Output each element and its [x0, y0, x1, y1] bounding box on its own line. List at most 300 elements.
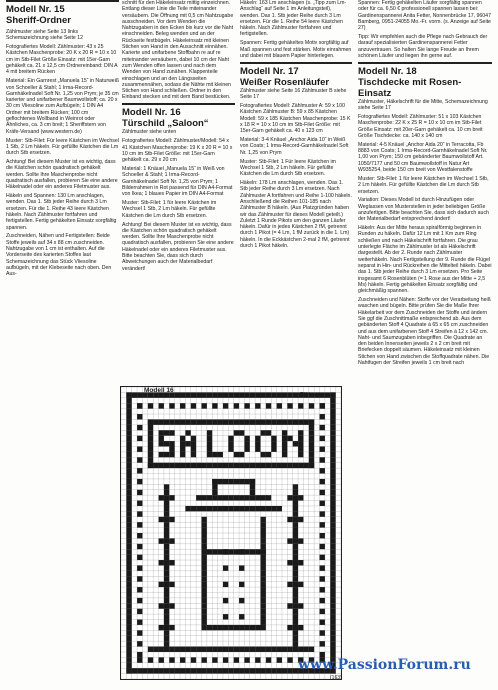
filled-cell [223, 549, 228, 554]
filled-cell [191, 463, 196, 468]
filled-cell [250, 490, 255, 495]
filled-cell [298, 403, 303, 408]
filled-cell [293, 636, 298, 641]
filled-cell [320, 457, 325, 462]
filled-cell [293, 463, 298, 468]
filled-cell [228, 436, 233, 441]
filled-cell [126, 625, 131, 630]
filled-cell [207, 436, 212, 441]
filled-cell [164, 592, 169, 597]
filled-cell [137, 652, 142, 657]
filled-cell [261, 603, 266, 608]
filled-cell [223, 403, 228, 408]
filled-cell [164, 501, 169, 506]
filled-cell [201, 647, 206, 652]
filled-cell [309, 452, 314, 457]
filled-cell [320, 403, 325, 408]
filled-cell [132, 392, 137, 397]
model-17-stretch: Spannen: Fertig gehäkelten Läufer sorgfältig spannen oder für ca. 6,50 € professionell spannen lassen bei: Gardinenspannerei Anita Fetter, Nonnenbrücke 17, 96047 Bamberg, 0951-24055 Mo.-Fr. vorm. (s. Anzeige auf Seite 27) [358, 0, 491, 32]
filled-cell [201, 506, 206, 511]
filled-cell [266, 430, 271, 435]
filled-cell [266, 668, 271, 673]
filled-cell [228, 463, 233, 468]
filled-cell [271, 446, 276, 451]
filled-cell [271, 647, 276, 652]
filled-cell [287, 560, 292, 565]
filled-cell [207, 392, 212, 397]
filled-cell [126, 479, 131, 484]
column-1 [6, 0, 119, 280]
filled-cell [234, 625, 239, 630]
filled-cell [201, 603, 206, 608]
filled-cell [164, 555, 169, 560]
model-18-crochet: Häkeln: Aus der Mitte heraus spiralförmig beginnen in Runden zu häkeln. Dafür 12 Lm mit 1 Km zum Ring schließen und nach Häkelschrift fortfahren. Die grau unterlegte Fläche im Zählmuster ist als Häkelschrift dargestellt. Ab der 2. Runde nach Zählmuster weiterhäkeln. Nach Fertigstellung der 9. Runde die Flügel separat in Hin- und Rückreihen die Mittelteil häkeln. Dabei das 1. Stb jeder Reihe durch 3 Lm ersetzen. Pro Seite insgesamt 6 Rosenblüten (= 1 Rose aus der Mitte + 2,5 Ms) häkeln. Fertig gehäkelten Einsatz sorgfältig und gleichmäßig spannen. [358, 225, 492, 295]
filled-cell [126, 425, 131, 430]
filled-cell [239, 495, 244, 500]
filled-cell [287, 657, 292, 662]
filled-cell [164, 441, 169, 446]
filled-cell [153, 419, 158, 424]
filled-cell [164, 506, 169, 511]
filled-cell [293, 587, 298, 592]
filled-cell [293, 603, 298, 608]
filled-cell [330, 609, 335, 614]
filled-cell [320, 511, 325, 516]
filled-cell [201, 571, 206, 576]
filled-cell [191, 392, 196, 397]
filled-cell [191, 403, 196, 408]
filled-cell [250, 479, 255, 484]
filled-cell [201, 544, 206, 549]
filled-cell [126, 490, 131, 495]
filled-cell [126, 603, 131, 608]
filled-cell [201, 522, 206, 527]
filled-cell [159, 625, 164, 630]
filled-cell [212, 490, 217, 495]
filled-cell [293, 441, 298, 446]
filled-cell [201, 668, 206, 673]
filled-cell [234, 668, 239, 673]
filled-cell [277, 392, 282, 397]
filled-cell [282, 446, 287, 451]
filled-cell [293, 522, 298, 527]
filled-cell [164, 630, 169, 635]
filled-cell [239, 506, 244, 511]
filled-cell [298, 452, 303, 457]
model-15-subtitle: Sheriff-Ordner [6, 15, 71, 26]
filled-cell [169, 403, 174, 408]
filled-cell [169, 560, 174, 565]
model-15-intro: Zählmuster siehe Seite 13 links Schemazeichnung siehe Seite 12 [6, 29, 83, 42]
filled-cell [330, 409, 335, 414]
filled-cell [244, 668, 249, 673]
filled-cell [164, 522, 169, 527]
filled-cell [126, 636, 131, 641]
filled-cell [207, 430, 212, 435]
filled-cell [191, 668, 196, 673]
filled-cell [330, 414, 335, 419]
filled-cell [250, 647, 255, 652]
filled-cell [271, 392, 276, 397]
filled-cell [330, 457, 335, 462]
model-18-title: Modell Nr. 18 [358, 65, 417, 77]
filled-cell [330, 495, 335, 500]
filled-cell [169, 446, 174, 451]
model-17-photographed: Fotografiertes Modell: Zählmuster A: 59 x 100 Kästchen Zählmuster B: 59 x 85 Kästchen Modell: 59 x 185 Kästchen Maschenprobe: 15 K x 18 R = 10 x 10 cm im Stb-Filet Größe: mit 15er-Garn gehäkelt ca. 40 x 123 cm [240, 103, 351, 135]
filled-cell [126, 587, 131, 592]
filled-cell [293, 582, 298, 587]
filled-cell [255, 495, 260, 500]
filled-cell [201, 495, 206, 500]
filled-cell [293, 549, 298, 554]
filled-cell [148, 403, 153, 408]
filled-cell [330, 571, 335, 576]
filled-cell [169, 647, 174, 652]
filled-cell [126, 549, 131, 554]
filled-cell [126, 436, 131, 441]
filled-cell [287, 495, 292, 500]
filled-cell [137, 565, 142, 570]
filled-cell [261, 609, 266, 614]
filled-cell [137, 490, 142, 495]
filled-cell [309, 419, 314, 424]
filled-cell [169, 625, 174, 630]
filled-cell [244, 441, 249, 446]
filled-cell [261, 419, 266, 424]
filled-cell [228, 506, 233, 511]
filled-cell [137, 468, 142, 473]
filled-cell [261, 620, 266, 625]
filled-cell [330, 592, 335, 597]
filled-cell [148, 425, 153, 430]
filled-cell [298, 419, 303, 424]
filled-cell [164, 625, 169, 630]
filled-cell [298, 582, 303, 587]
filled-cell [320, 501, 325, 506]
filled-cell [228, 419, 233, 424]
filled-cell [137, 641, 142, 646]
model-16-subtitle: Türschild „Saloon“ [122, 118, 209, 130]
filled-cell [330, 620, 335, 625]
filled-cell [261, 463, 266, 468]
model-16-photographed: Fotografiertes Modell: Zählmuster/Modell: 54 x 41 Kästchen Maschenprobe: 19 K x 20 R = 10 x 10 cm im Stb-Filet Größe: mit 15er-Garn gehäkelt ca. 29 x 20 cm [122, 138, 233, 164]
filled-cell [201, 517, 206, 522]
filled-cell [261, 522, 266, 527]
filled-cell [201, 419, 206, 424]
filled-cell [228, 549, 233, 554]
filled-cell [277, 506, 282, 511]
filled-cell [126, 409, 131, 414]
filled-cell [126, 538, 131, 543]
filled-cell [239, 582, 244, 587]
filled-cell [239, 598, 244, 603]
filled-cell [320, 598, 325, 603]
filled-cell [126, 463, 131, 468]
filled-cell [207, 452, 212, 457]
filled-cell [293, 565, 298, 570]
filled-cell [191, 441, 196, 446]
filled-cell [234, 495, 239, 500]
filled-cell [126, 576, 131, 581]
filled-cell [330, 636, 335, 641]
filled-cell [282, 436, 287, 441]
filled-cell [255, 506, 260, 511]
filled-cell [185, 506, 190, 511]
filled-cell [330, 576, 335, 581]
filled-cell [320, 436, 325, 441]
filled-cell [201, 533, 206, 538]
model-15-crochet: Häkeln und Spannen: 130 Lm anschlagen, wenden. Das 1. Stb jeder Reihe durch 3 Lm ersetzen. Für die 1. Reihe 43 leere Kästchen häkeln. Nach Zählmuster fortfahren und fertigstellen. Fertig gehäkelten Einsatz sorgfältig spannen. [6, 193, 117, 231]
filled-cell [126, 517, 131, 522]
filled-cell [207, 668, 212, 673]
filled-cell [277, 647, 282, 652]
filled-cell [175, 463, 180, 468]
filled-cell [180, 441, 185, 446]
filled-cell [126, 403, 131, 408]
filled-cell [212, 647, 217, 652]
filled-cell [180, 463, 185, 468]
filled-cell [261, 528, 266, 533]
filled-cell [277, 657, 282, 662]
filled-cell [164, 463, 169, 468]
filled-cell [148, 430, 153, 435]
filled-cell [180, 657, 185, 662]
model-15-material: Material: Ein Garnrest „Manuela 15“ in Naturweiß von Schoeller & Stahl; 1 Irma-Record-Garnhäkelnadel Soft Nr. 1,25 von Prym; je 35 cm karierter und unifarbener Baumwollstoff; ca. 20 x 30 cm Vliesoline zum Aufbügeln; 1 DIN A4 Ordner mit breitem Rücken; 100 cm geflochtenes Wollband in Weinrot oder Ähnliches, ca. 3 cm breit; 1 Sheriffstern von Kräfe-Versand (www.western.de) [6, 78, 120, 135]
filled-cell [244, 392, 249, 397]
filled-cell [180, 403, 185, 408]
filet-chart-grid [121, 387, 341, 679]
filled-cell [218, 506, 223, 511]
filled-cell [126, 495, 131, 500]
filled-cell [261, 598, 266, 603]
column-2 [122, 0, 235, 275]
filled-cell [239, 419, 244, 424]
filled-cell [218, 419, 223, 424]
filled-cell [287, 647, 292, 652]
filled-cell [320, 522, 325, 527]
filled-cell [261, 582, 266, 587]
filled-cell [126, 555, 131, 560]
filled-cell [261, 392, 266, 397]
filled-cell [223, 657, 228, 662]
filled-cell [169, 517, 174, 522]
filled-cell [169, 463, 174, 468]
filled-cell [137, 620, 142, 625]
filled-cell [330, 419, 335, 424]
filled-cell [330, 565, 335, 570]
filled-cell [223, 582, 228, 587]
filled-cell [293, 614, 298, 619]
model-15-photographed: Fotografiertes Modell: Zählmuster: 43 x 25 Kästchen Maschenprobe: 20 K x 20 R = 10 x 10 cm im Stb-Filet Größe Einsatz: mit 15er-Garn gehäkelt ca. 21 x 12,5 cm Ordnereinband: DIN A 4 mit breitem Rücken [6, 44, 118, 76]
filled-cell [298, 430, 303, 435]
filled-cell [223, 614, 228, 619]
filled-cell [201, 598, 206, 603]
filled-cell [330, 403, 335, 408]
watermark-logo: www.PassionForum.ru [298, 657, 471, 673]
filled-cell [212, 657, 217, 662]
model-15-title: Modell Nr. 15 [6, 4, 65, 15]
filled-cell [309, 457, 314, 462]
model-17-subtitle: Weißer Rosenläufer [240, 76, 330, 88]
filled-cell [293, 555, 298, 560]
filled-cell [244, 463, 249, 468]
filled-cell [330, 603, 335, 608]
filled-cell [255, 403, 260, 408]
filled-cell [293, 592, 298, 597]
filled-cell [244, 625, 249, 630]
model-16-pattern: Muster: Stb-Filet: 1 für leere Kästchen im Wechsel 1 Stb, 2 Lm häkeln. Für gefüllte Kästchen die Lm durch Stb ersetzen. [122, 200, 217, 219]
filled-cell [126, 501, 131, 506]
filled-cell [309, 430, 314, 435]
filled-cell [137, 598, 142, 603]
model-15-pattern: Muster: Stb-Filet: Für leere Kästchen im Wechsel 1 Stb, 2 Lm häkeln. Für gefüllte Kästchen die Lm durch Stb ersetzen. [6, 137, 119, 157]
filled-cell [137, 392, 142, 397]
filled-cell [293, 647, 298, 652]
filled-cell [330, 479, 335, 484]
header-rule [122, 103, 235, 105]
filled-cell [239, 625, 244, 630]
filled-cell [282, 452, 287, 457]
filled-cell [287, 403, 292, 408]
filled-cell [148, 441, 153, 446]
filled-cell [330, 452, 335, 457]
filled-cell [185, 392, 190, 397]
filled-cell [330, 463, 335, 468]
filled-cell [159, 657, 164, 662]
filled-cell [223, 392, 228, 397]
filled-cell [293, 571, 298, 576]
filled-cell [309, 446, 314, 451]
filled-cell [164, 598, 169, 603]
filled-cell [234, 506, 239, 511]
filled-cell [234, 647, 239, 652]
filled-cell [271, 436, 276, 441]
filled-cell [148, 647, 153, 652]
filled-cell [159, 647, 164, 652]
filled-cell [277, 419, 282, 424]
filled-cell [309, 441, 314, 446]
filled-cell [293, 533, 298, 538]
filled-cell [293, 392, 298, 397]
filled-cell [175, 668, 180, 673]
filled-cell [164, 484, 169, 489]
filled-cell [330, 446, 335, 451]
filled-cell [212, 484, 217, 489]
filled-cell [293, 641, 298, 646]
filled-cell [169, 538, 174, 543]
filled-cell [309, 425, 314, 430]
filled-cell [191, 647, 196, 652]
filled-cell [287, 419, 292, 424]
filled-cell [277, 403, 282, 408]
filled-cell [137, 630, 142, 635]
filled-cell [320, 468, 325, 473]
filled-cell [196, 668, 201, 673]
filled-cell [330, 587, 335, 592]
filled-cell [261, 625, 266, 630]
filled-cell [320, 479, 325, 484]
filled-cell [159, 441, 164, 446]
filled-cell [239, 452, 244, 457]
filled-cell [239, 392, 244, 397]
filled-cell [330, 614, 335, 619]
filled-cell [126, 582, 131, 587]
filled-cell [169, 452, 174, 457]
filled-cell [126, 614, 131, 619]
filled-cell [282, 392, 287, 397]
filled-cell [239, 549, 244, 554]
filled-cell [320, 565, 325, 570]
model-18-photographed: Fotografiertes Modell: Zählmuster: 51 x 103 Kästchen Maschenprobe: 22 K x 25 R = 10 x 10 cm im Stb-Filet Größe Einsatz: mit 20er-Garn gehäkelt ca. 10 cm breit Größe Tischdecke: ca. 140 x 140 cm [358, 114, 483, 139]
filled-cell [244, 647, 249, 652]
filled-cell [126, 474, 131, 479]
filled-cell [164, 603, 169, 608]
filled-cell [201, 538, 206, 543]
filled-cell [239, 479, 244, 484]
filled-cell [212, 506, 217, 511]
filled-cell [212, 668, 217, 673]
filled-cell [266, 452, 271, 457]
filled-cell [320, 587, 325, 592]
filled-cell [244, 549, 249, 554]
filled-cell [330, 555, 335, 560]
filled-cell [330, 468, 335, 473]
model-17-pattern: Muster: Stb-Filet: 1 Für leere Kästchen im Wechsel 1 Stb, 2 Lm häkeln. Für gefüllte Kästchen die Lm durch Stb ersetzen. [240, 158, 337, 178]
filled-cell [271, 506, 276, 511]
filled-cell [126, 398, 131, 403]
filled-cell [159, 517, 164, 522]
filled-cell [244, 403, 249, 408]
filled-cell [228, 625, 233, 630]
filled-cell [330, 582, 335, 587]
filled-cell [169, 441, 174, 446]
filled-cell [330, 630, 335, 635]
filled-cell [228, 392, 233, 397]
filled-cell [148, 419, 153, 424]
filled-cell [261, 560, 266, 565]
filled-cell [126, 565, 131, 570]
filled-cell [330, 506, 335, 511]
filled-cell [137, 457, 142, 462]
filled-cell [126, 560, 131, 565]
filled-cell [293, 506, 298, 511]
filled-cell [126, 652, 131, 657]
filled-cell [180, 668, 185, 673]
filled-cell [261, 647, 266, 652]
filled-cell [137, 657, 142, 662]
header-rule [358, 62, 492, 64]
filled-cell [255, 419, 260, 424]
filled-cell [218, 392, 223, 397]
filled-cell [287, 668, 292, 673]
filled-cell [261, 506, 266, 511]
filled-cell [196, 392, 201, 397]
filled-cell [309, 647, 314, 652]
filled-cell [244, 657, 249, 662]
model-18-subtitle: Tischdecke mit Rosen-Einsatz [358, 76, 462, 99]
filled-cell [330, 528, 335, 533]
filled-cell [330, 425, 335, 430]
filled-cell [261, 565, 266, 570]
filled-cell [228, 441, 233, 446]
filled-cell [126, 414, 131, 419]
filled-cell [330, 560, 335, 565]
filled-cell [282, 668, 287, 673]
filled-cell [207, 446, 212, 451]
filled-cell [212, 463, 217, 468]
filled-cell [164, 614, 169, 619]
filled-cell [196, 647, 201, 652]
